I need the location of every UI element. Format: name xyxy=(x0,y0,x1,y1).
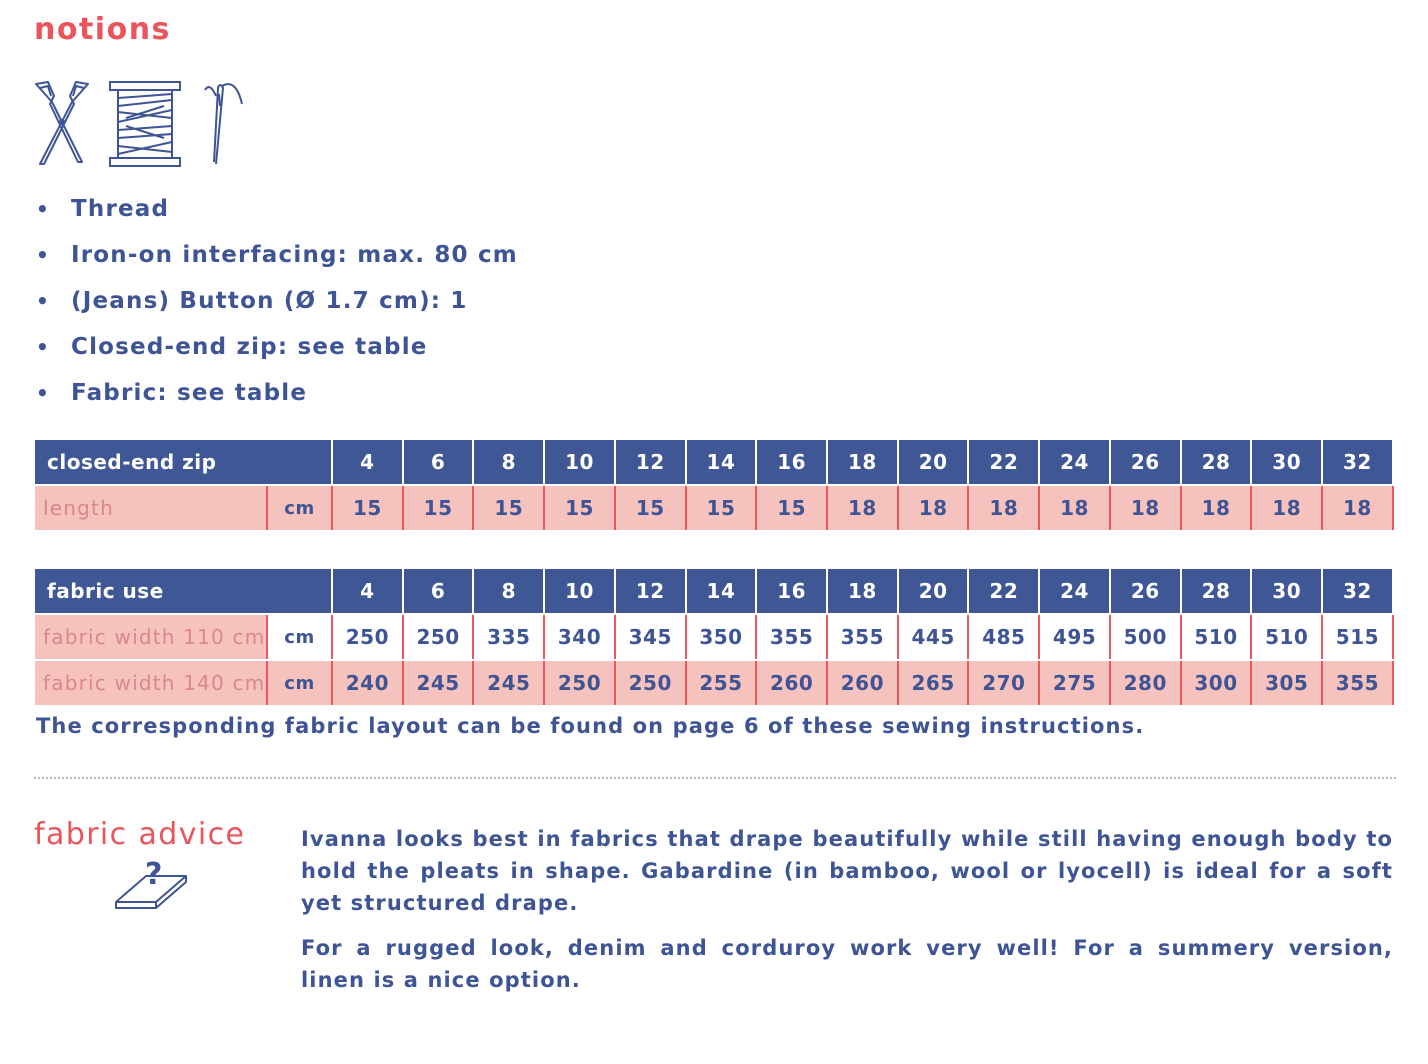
table-cell: 300 xyxy=(1182,661,1253,705)
table-cell: 15 xyxy=(404,486,475,530)
table-cell: 280 xyxy=(1111,661,1182,705)
fabric-advice-text xyxy=(301,823,1393,1009)
table-cell: 445 xyxy=(899,615,970,659)
size-header: 14 xyxy=(687,569,758,613)
row-label: length xyxy=(35,486,268,530)
scissors-icon xyxy=(36,82,88,164)
bullet-icon: • xyxy=(36,197,50,221)
size-header: 26 xyxy=(1111,440,1182,484)
size-header: 4 xyxy=(333,440,404,484)
needle-icon xyxy=(205,84,242,164)
list-item xyxy=(36,330,518,376)
fabric-advice-heading: fabric advice xyxy=(34,817,246,852)
thread-spool-icon xyxy=(110,82,180,166)
size-header: 16 xyxy=(757,440,828,484)
notion-text: Iron-on interfacing: max. 80 cm xyxy=(71,242,518,268)
row-unit: cm xyxy=(268,615,333,659)
notion-text: Thread xyxy=(71,196,170,222)
fabric-use-table xyxy=(35,569,1394,705)
table-cell: 345 xyxy=(616,615,687,659)
notions-list xyxy=(36,192,518,422)
bullet-icon: • xyxy=(36,243,50,267)
size-header: 18 xyxy=(828,440,899,484)
table-cell: 510 xyxy=(1182,615,1253,659)
folded-fabric-question-icon xyxy=(110,852,190,914)
size-header: 28 xyxy=(1182,440,1253,484)
table-cell: 15 xyxy=(545,486,616,530)
size-header: 12 xyxy=(616,569,687,613)
size-header: 30 xyxy=(1252,569,1323,613)
table-cell: 270 xyxy=(969,661,1040,705)
table-cell: 255 xyxy=(687,661,758,705)
row-label: fabric width 110 cm xyxy=(35,615,268,659)
size-header: 20 xyxy=(899,569,970,613)
row-label: fabric width 140 cm xyxy=(35,661,268,705)
advice-paragraph: For a rugged look, denim and corduroy work very well! For a summery version, linen is a nice option. xyxy=(301,936,1393,992)
table-cell: 15 xyxy=(333,486,404,530)
size-header: 26 xyxy=(1111,569,1182,613)
table-cell: 18 xyxy=(828,486,899,530)
list-item xyxy=(36,376,518,422)
size-header: 30 xyxy=(1252,440,1323,484)
list-item xyxy=(36,192,518,238)
size-header: 18 xyxy=(828,569,899,613)
table-cell: 18 xyxy=(1252,486,1323,530)
table-row xyxy=(35,661,1394,705)
table-cell: 250 xyxy=(545,661,616,705)
table-cell: 18 xyxy=(899,486,970,530)
table-cell: 355 xyxy=(757,615,828,659)
table-cell: 18 xyxy=(969,486,1040,530)
notion-text: Fabric: see table xyxy=(71,380,308,406)
size-header: 10 xyxy=(545,569,616,613)
size-header: 22 xyxy=(969,440,1040,484)
list-item xyxy=(36,284,518,330)
table-cell: 265 xyxy=(899,661,970,705)
table-cell: 485 xyxy=(969,615,1040,659)
size-header: 8 xyxy=(474,440,545,484)
table-cell: 240 xyxy=(333,661,404,705)
size-header: 10 xyxy=(545,440,616,484)
bullet-icon: • xyxy=(36,289,50,313)
table-cell: 15 xyxy=(687,486,758,530)
size-header: 16 xyxy=(757,569,828,613)
table-cell: 495 xyxy=(1040,615,1111,659)
table-cell: 260 xyxy=(828,661,899,705)
table-cell: 250 xyxy=(333,615,404,659)
table-cell: 510 xyxy=(1252,615,1323,659)
table-cell: 18 xyxy=(1040,486,1111,530)
size-header: 24 xyxy=(1040,440,1111,484)
size-header: 12 xyxy=(616,440,687,484)
table-cell: 355 xyxy=(828,615,899,659)
bullet-icon: • xyxy=(36,381,50,405)
row-unit: cm xyxy=(268,486,333,530)
table-cell: 305 xyxy=(1252,661,1323,705)
size-header: 4 xyxy=(333,569,404,613)
table-title: closed-end zip xyxy=(35,440,333,484)
list-item xyxy=(36,238,518,284)
table-cell: 350 xyxy=(687,615,758,659)
table-cell: 18 xyxy=(1182,486,1253,530)
size-header: 32 xyxy=(1323,569,1394,613)
table-header-row xyxy=(35,569,1394,613)
table-cell: 500 xyxy=(1111,615,1182,659)
table-cell: 515 xyxy=(1323,615,1394,659)
table-cell: 245 xyxy=(404,661,475,705)
table-cell: 250 xyxy=(616,661,687,705)
notions-icons xyxy=(30,78,260,170)
table-cell: 355 xyxy=(1323,661,1394,705)
advice-paragraph: Ivanna looks best in fabrics that drape beautifully while still having enough body to hold the pleats in shape. Gabardine (in bamboo, wool or lyocell) is ideal for a soft yet structured drape. xyxy=(301,827,1393,915)
notion-text: Closed-end zip: see table xyxy=(71,334,428,360)
table-cell: 340 xyxy=(545,615,616,659)
size-header: 6 xyxy=(404,569,475,613)
size-header: 22 xyxy=(969,569,1040,613)
size-header: 20 xyxy=(899,440,970,484)
size-header: 8 xyxy=(474,569,545,613)
table-title: fabric use xyxy=(35,569,333,613)
size-header: 32 xyxy=(1323,440,1394,484)
section-divider xyxy=(34,777,1396,779)
table-cell: 245 xyxy=(474,661,545,705)
table-row xyxy=(35,615,1394,659)
size-header: 24 xyxy=(1040,569,1111,613)
table-cell: 250 xyxy=(404,615,475,659)
table-cell: 18 xyxy=(1323,486,1394,530)
bullet-icon: • xyxy=(36,335,50,359)
table-cell: 15 xyxy=(757,486,828,530)
svg-text:?: ? xyxy=(145,857,163,892)
size-header: 28 xyxy=(1182,569,1253,613)
table-cell: 260 xyxy=(757,661,828,705)
notions-heading: notions xyxy=(34,12,171,47)
notion-text: (Jeans) Button (Ø 1.7 cm): 1 xyxy=(71,288,468,314)
row-unit: cm xyxy=(268,661,333,705)
table-cell: 15 xyxy=(474,486,545,530)
table-cell: 335 xyxy=(474,615,545,659)
table-cell: 18 xyxy=(1111,486,1182,530)
table-cell: 15 xyxy=(616,486,687,530)
table-cell: 275 xyxy=(1040,661,1111,705)
table-row xyxy=(35,486,1394,530)
zip-table xyxy=(35,440,1394,530)
table-header-row xyxy=(35,440,1394,484)
size-header: 6 xyxy=(404,440,475,484)
fabric-layout-note: The corresponding fabric layout can be found on page 6 of these sewing instructions. xyxy=(36,714,1145,738)
size-header: 14 xyxy=(687,440,758,484)
